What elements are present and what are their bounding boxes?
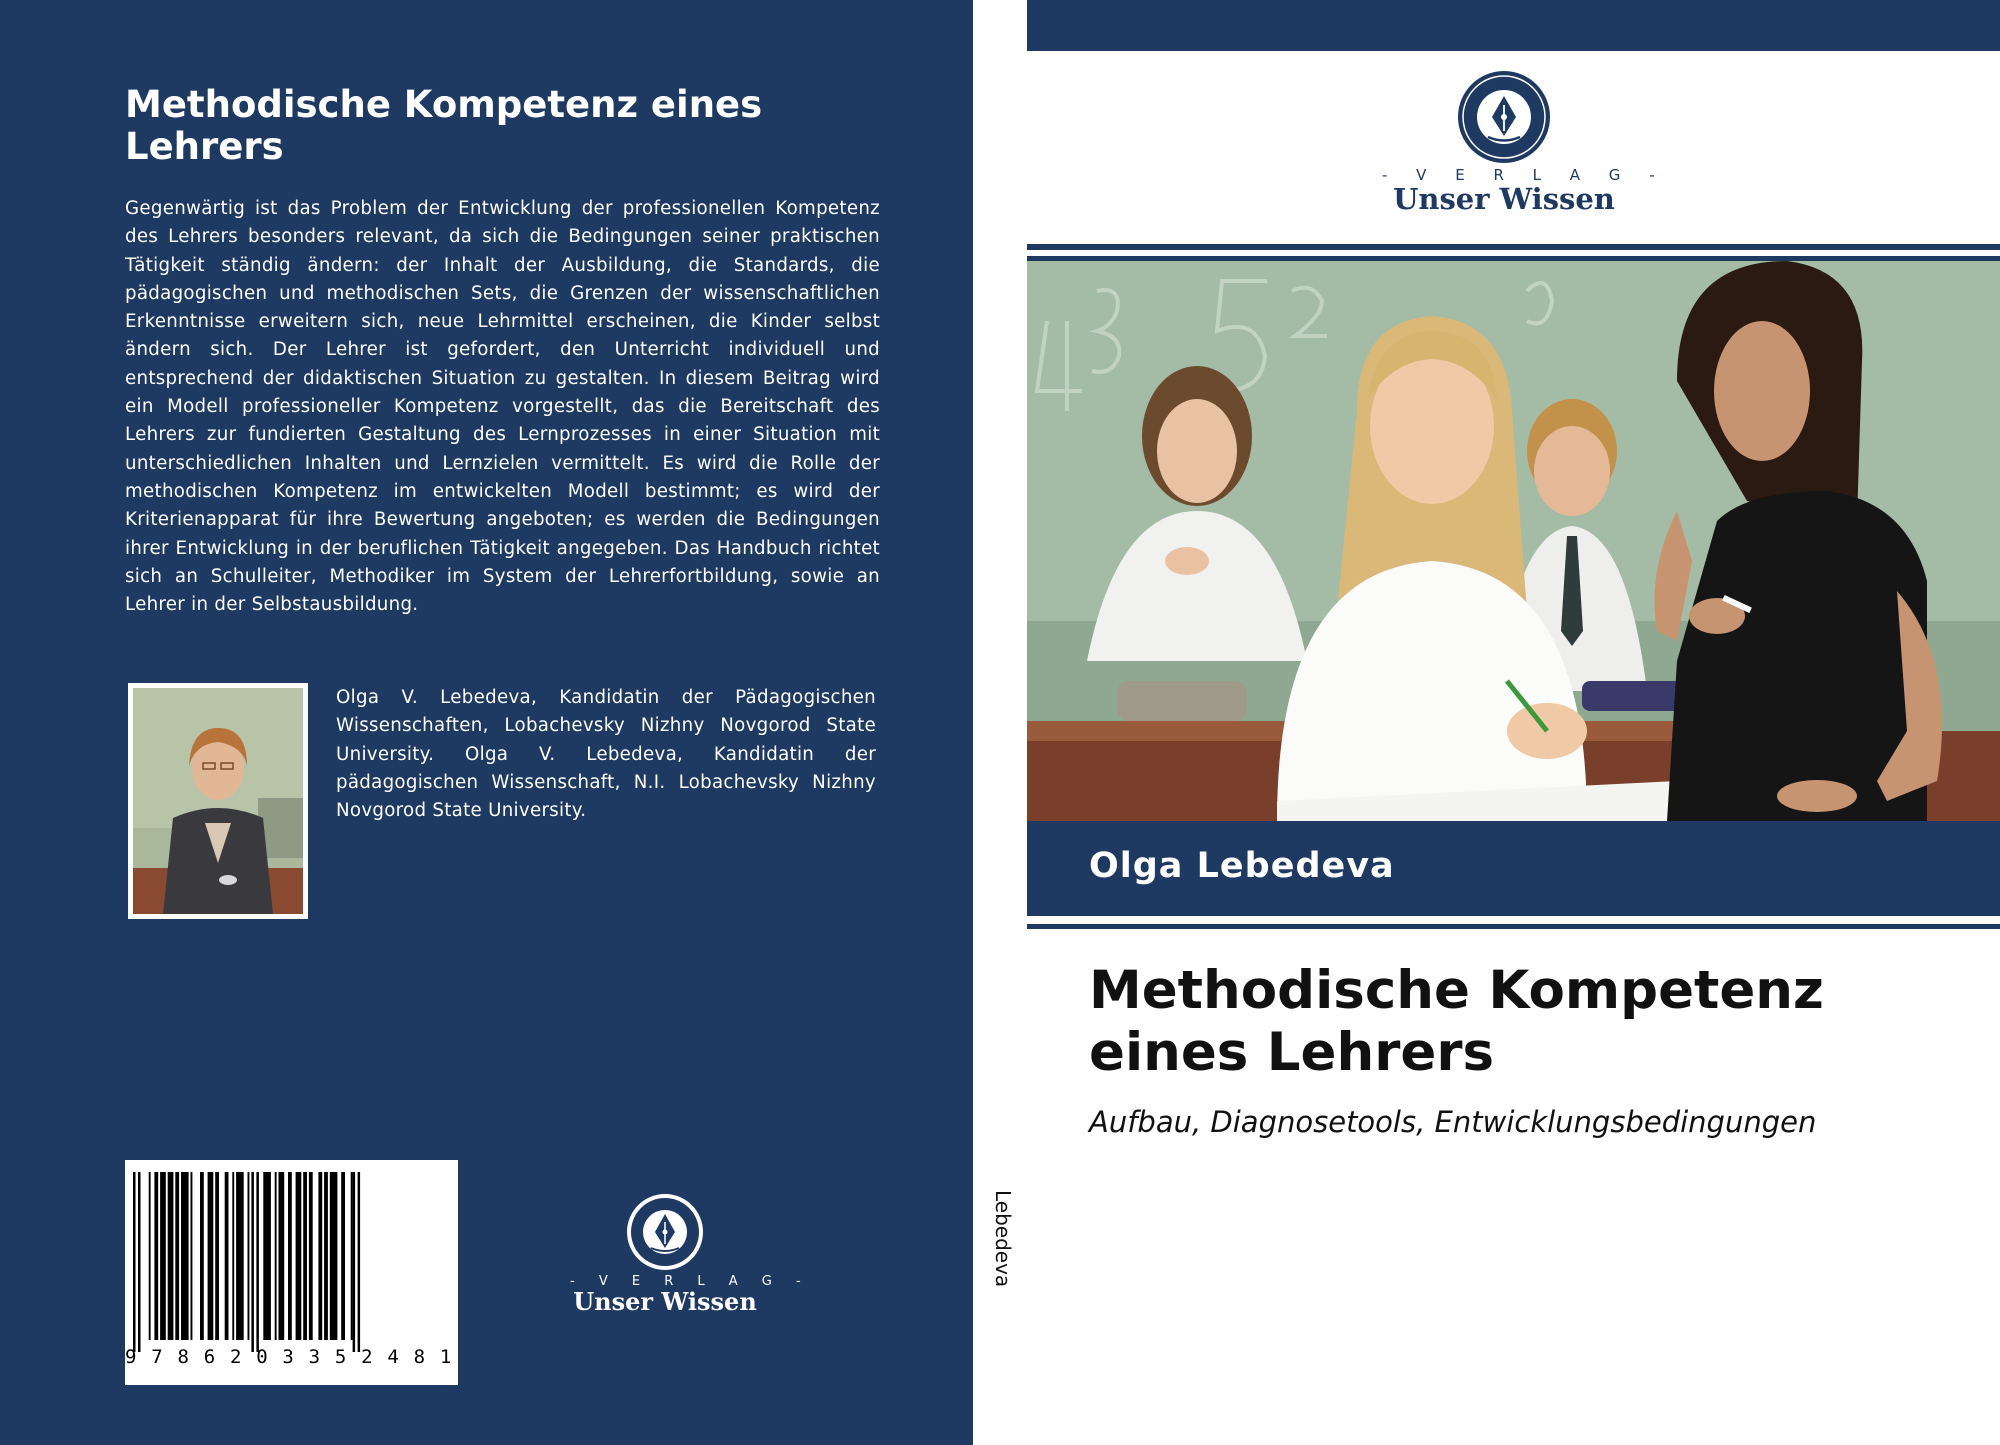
front-publisher-logo: [1382, 70, 1667, 220]
barcode-bar: [236, 1172, 244, 1340]
publisher-name: Unser Wissen: [573, 1287, 757, 1316]
barcode-bar: [248, 1172, 250, 1340]
barcode-bar: [288, 1172, 292, 1340]
front-author-name: Olga Lebedeva: [1089, 846, 1395, 886]
back-publisher-logo: [570, 1192, 811, 1327]
barcode-bar: [232, 1172, 234, 1340]
publisher-seal-icon: [1457, 70, 1551, 164]
barcode-bar: [309, 1172, 313, 1340]
isbn-barcode: [125, 1160, 467, 1385]
barcode-bar: [191, 1172, 193, 1340]
front-top-bar: [1027, 0, 2000, 51]
publisher-seal-icon: [625, 1192, 705, 1272]
barcode-bar: [351, 1172, 353, 1340]
barcode-bar: [353, 1172, 356, 1352]
barcode-bar: [225, 1172, 229, 1340]
barcode-bar: [324, 1172, 328, 1340]
spine-author: Lebedeva: [991, 1190, 1015, 1288]
barcode-bar: [154, 1172, 158, 1340]
front-stripe-top: [1027, 244, 2000, 250]
barcode-bar: [215, 1172, 219, 1340]
barcode-bar: [149, 1172, 151, 1340]
barcode-bar: [160, 1172, 166, 1340]
barcode-bar: [138, 1172, 141, 1352]
author-bio: Olga V. Lebedeva, Kandidatin der Pädagogischen Wissenschaften, Lobachevsky Nizhny Novgorod State University. Olga V. Lebedeva, Kandidatin der pädagogischen Wissenschaft, N.I. Lobachevsky Nizhny Novgorod State University.: [336, 687, 876, 822]
publisher-verlag-label: - V E R L A G -: [1382, 166, 1667, 184]
barcode-bar: [200, 1172, 204, 1340]
cover-photo-classroom: [1027, 261, 2000, 821]
barcode-bar: [208, 1172, 214, 1340]
barcode-bar: [175, 1172, 179, 1340]
barcode-bar: [296, 1172, 302, 1340]
barcode-bar: [318, 1172, 322, 1340]
barcode-bar: [358, 1172, 361, 1352]
back-cover-title: Methodische Kompetenz eines Lehrers: [125, 83, 763, 168]
author-photo-frame: [128, 683, 308, 919]
barcode-digits: 9786203352481: [125, 1346, 467, 1368]
publisher-verlag-label: - V E R L A G -: [570, 1274, 811, 1289]
author-photo: [133, 688, 303, 914]
barcode-bar: [168, 1172, 174, 1340]
front-cover-subtitle: Aufbau, Diagnosetools, Entwicklungsbedingungen: [1089, 1105, 1817, 1139]
barcode-bar: [279, 1172, 285, 1340]
barcode-bar: [256, 1172, 259, 1352]
back-cover-blurb: Gegenwärtig ist das Problem der Entwicklung der professionellen Kompetenz des Lehrers besonders relevant, da sich die Bedingungen seiner praktischen Tätigkeit ständig ändern: der Inhalt der Ausbildung, die Standards, die pädagogischen und methodischen Sets, die Grenzen der wissenschaftlichen Erkenntnisse erweitern sich, neue Lehrmittel erscheinen, die Kinder selbst ändern sich. Der Lehrer ist gefordert, den Unterricht individuell und entsprechend der didaktischen Situation zu gestalten. In diesem Beitrag wird ein Modell professioneller Kompetenz vorgestellt, das die Bereitschaft des Lehrers zur fundierten Gestaltung des Lernprozesses in einer Situation mit unterschiedlichen Inhalten und Lernzielen vermittelt. Es wird die Rolle der methodischen Kompetenz im entwickelten Modell bestimmt; es wird der Kriterienapparat für ihre Bewertung angeboten; es werden die Bedingungen ihrer Entwicklung in der beruflichen Tätigkeit angegeben. Das Handbuch richtet sich an Schulleiter, Methodiker im System der Lehrerfortbildung, sowie an Lehrer in der Selbstausbildung.: [125, 198, 880, 616]
barcode-bar: [133, 1172, 136, 1352]
barcode-bar: [330, 1172, 338, 1340]
barcode-bar: [275, 1172, 277, 1340]
barcode-bar: [303, 1172, 307, 1340]
publisher-name: Unser Wissen: [1393, 182, 1615, 216]
barcode-bar: [251, 1172, 254, 1352]
front-stripe-bottom: [1027, 924, 2000, 929]
front-cover-title: Methodische Kompetenz eines Lehrers: [1089, 960, 1824, 1083]
barcode-bar: [181, 1172, 189, 1340]
barcode-bar: [263, 1172, 271, 1340]
barcode-bar: [341, 1172, 345, 1340]
